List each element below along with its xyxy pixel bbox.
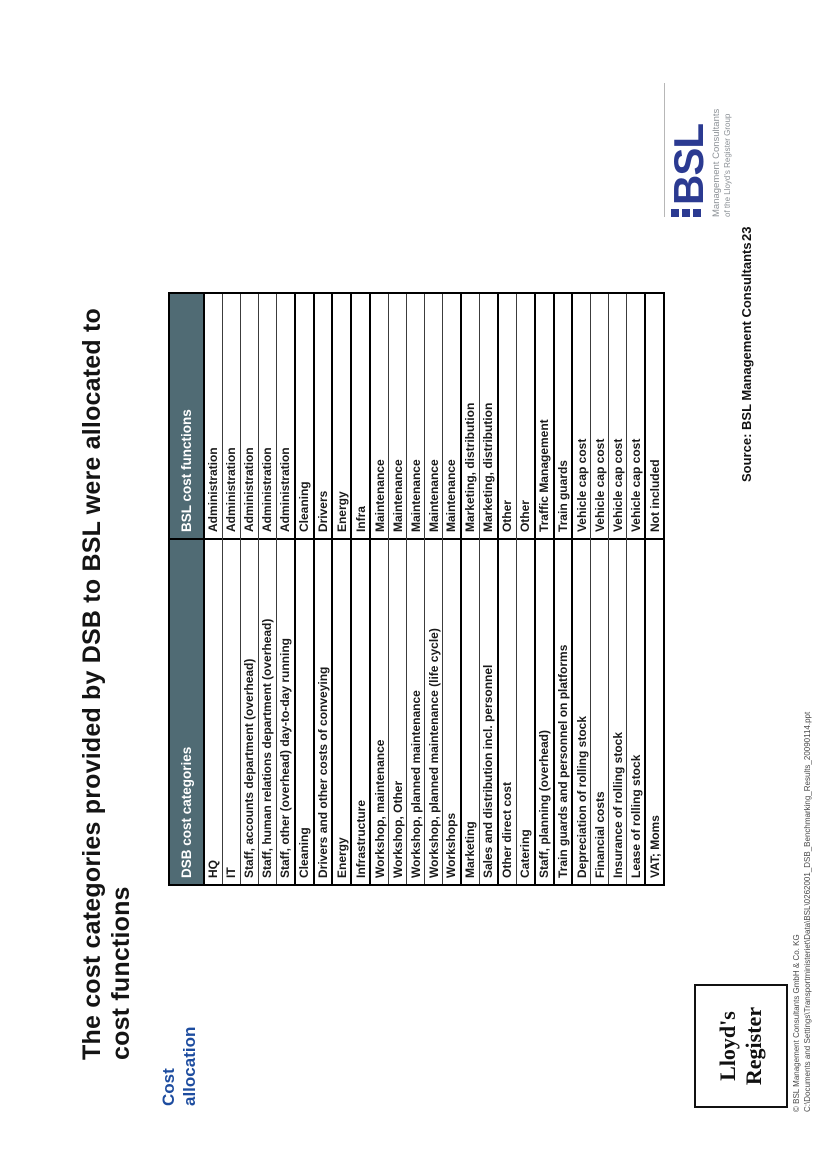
cell-dsb-category: Depreciation of rolling stock (574, 715, 589, 878)
bsl-logo (664, 83, 732, 217)
cell-bsl-function: Vehicle cap cost (627, 294, 644, 540)
footer-line2: C:\Documents and Settings\Transportministeriet\Data\BSL\0262001_DSB_Benchmarking_Results_20090114.ppt (802, 711, 812, 1112)
cell-bsl-function: Vehicle cap cost (609, 294, 626, 540)
table-row (424, 294, 442, 884)
cell-bsl-function: Infra (352, 294, 369, 540)
table-row (222, 294, 240, 884)
page-number: 23 (739, 226, 754, 241)
bsl-logo-text: BSL (665, 124, 712, 205)
cell-dsb-category: Staff, accounts department (overhead) (242, 658, 257, 878)
cell-bsl-function: Traffic Management (536, 294, 553, 540)
table-row (240, 294, 258, 884)
table-row (553, 294, 572, 884)
table-header-bsl: BSL cost functions (170, 294, 203, 540)
table-header-dsb: DSB cost categories (179, 746, 194, 878)
table-row (644, 294, 663, 884)
table-row (497, 294, 516, 884)
cell-dsb-category: Other direct cost (500, 781, 515, 878)
cell-dsb-category: VAT; Moms (647, 815, 662, 878)
section-label (158, 1027, 200, 1106)
cell-dsb-category: Sales and distribution incl. personnel (481, 664, 496, 878)
cell-dsb-category: Lease of rolling stock (628, 754, 643, 878)
table-row (388, 294, 406, 884)
slide-title-line1: The cost categories provided by DSB to BSL were allocated to (78, 308, 106, 1060)
cell-bsl-function: Maintenance (443, 294, 460, 540)
table-row (406, 294, 424, 884)
cell-dsb-category: Workshop, planned maintenance (408, 690, 423, 878)
cell-dsb-category: Cleaning (297, 827, 312, 878)
cost-allocation-table (168, 292, 665, 886)
cell-bsl-function: Administration (259, 294, 276, 540)
cell-bsl-function: Maintenance (407, 294, 424, 540)
table-row (460, 294, 479, 884)
table-row (331, 294, 350, 884)
cell-dsb-category: Marketing (463, 821, 478, 878)
bsl-logo-squares-icon (671, 209, 701, 217)
cell-bsl-function: Vehicle cap cost (591, 294, 608, 540)
footer-line1: © BSL Management Consultants GmbH & Co. KG (792, 934, 801, 1112)
cell-dsb-category: Catering (518, 829, 533, 878)
cell-bsl-function: Maintenance (371, 294, 388, 540)
table-header-row (170, 294, 203, 884)
cell-dsb-category: Workshops (444, 812, 459, 878)
table-row (313, 294, 332, 884)
cell-bsl-function: Energy (333, 294, 350, 540)
table-row (350, 294, 369, 884)
table-row (590, 294, 608, 884)
table-row (516, 294, 534, 884)
slide-title (78, 70, 136, 1060)
table-body (203, 294, 663, 884)
cell-bsl-function: Marketing, distribution (462, 294, 479, 540)
cell-dsb-category: Workshop, Other (390, 780, 405, 878)
cell-bsl-function: Maintenance (425, 294, 442, 540)
cell-dsb-category: Train guards and personnel on platforms (555, 644, 570, 878)
table-row (294, 294, 313, 884)
bsl-logo-mark (665, 83, 712, 217)
cell-bsl-function: Other (517, 294, 534, 540)
table-row (534, 294, 553, 884)
table-row (626, 294, 644, 884)
bsl-logo-subtitle1: Management Consultants (711, 108, 722, 217)
cell-dsb-category: Infrastructure (353, 799, 368, 878)
cell-dsb-category: Workshop, planned maintenance (life cycle) (426, 628, 441, 878)
cell-bsl-function: Administration (223, 294, 240, 540)
cell-dsb-category: IT (224, 867, 239, 878)
cell-dsb-category: Financial costs (592, 791, 607, 878)
cell-bsl-function: Maintenance (389, 294, 406, 540)
cell-bsl-function: Marketing, distribution (480, 294, 497, 540)
source-caption: Source: BSL Management Consultants (739, 242, 754, 482)
cell-dsb-category: Insurance of rolling stock (610, 731, 625, 878)
lloyds-register-logo (694, 984, 788, 1108)
cell-dsb-category: HQ (206, 860, 221, 878)
table-row (203, 294, 222, 884)
table-row (479, 294, 497, 884)
cell-bsl-function: Administration (205, 294, 222, 540)
table-row (571, 294, 590, 884)
bsl-logo-subtitle2: of the Lloyd's Register Group (723, 113, 732, 217)
slide-title-line2: cost functions (107, 886, 135, 1060)
cell-dsb-category: Energy (334, 837, 349, 878)
cell-bsl-function: Train guards (555, 294, 572, 540)
lloyds-logo-line2: Register (741, 1006, 766, 1086)
section-label-line1: Cost (159, 1068, 178, 1106)
cell-bsl-function: Other (499, 294, 516, 540)
cell-dsb-category: Staff, planning (overhead) (537, 729, 552, 878)
table-row (258, 294, 276, 884)
cell-dsb-category: Workshop, maintenance (372, 739, 387, 878)
cell-bsl-function: Vehicle cap cost (573, 294, 590, 540)
cell-dsb-category: Staff, other (overhead) day-to-day running (278, 637, 293, 878)
cell-bsl-function: Administration (277, 294, 294, 540)
cell-bsl-function: Not included (646, 294, 663, 540)
cell-bsl-function: Administration (241, 294, 258, 540)
cell-dsb-category: Staff, human relations department (overhead) (260, 618, 275, 878)
lloyds-logo-line1: Lloyd's (715, 1011, 740, 1081)
cell-dsb-category: Drivers and other costs of conveying (315, 666, 330, 878)
cell-bsl-function: Drivers (315, 294, 332, 540)
table-row (442, 294, 460, 884)
table-row (608, 294, 626, 884)
cell-bsl-function: Cleaning (296, 294, 313, 540)
section-label-line2: allocation (180, 1026, 199, 1106)
footer-filepath (792, 492, 813, 1112)
table-row (276, 294, 294, 884)
table-row (369, 294, 388, 884)
